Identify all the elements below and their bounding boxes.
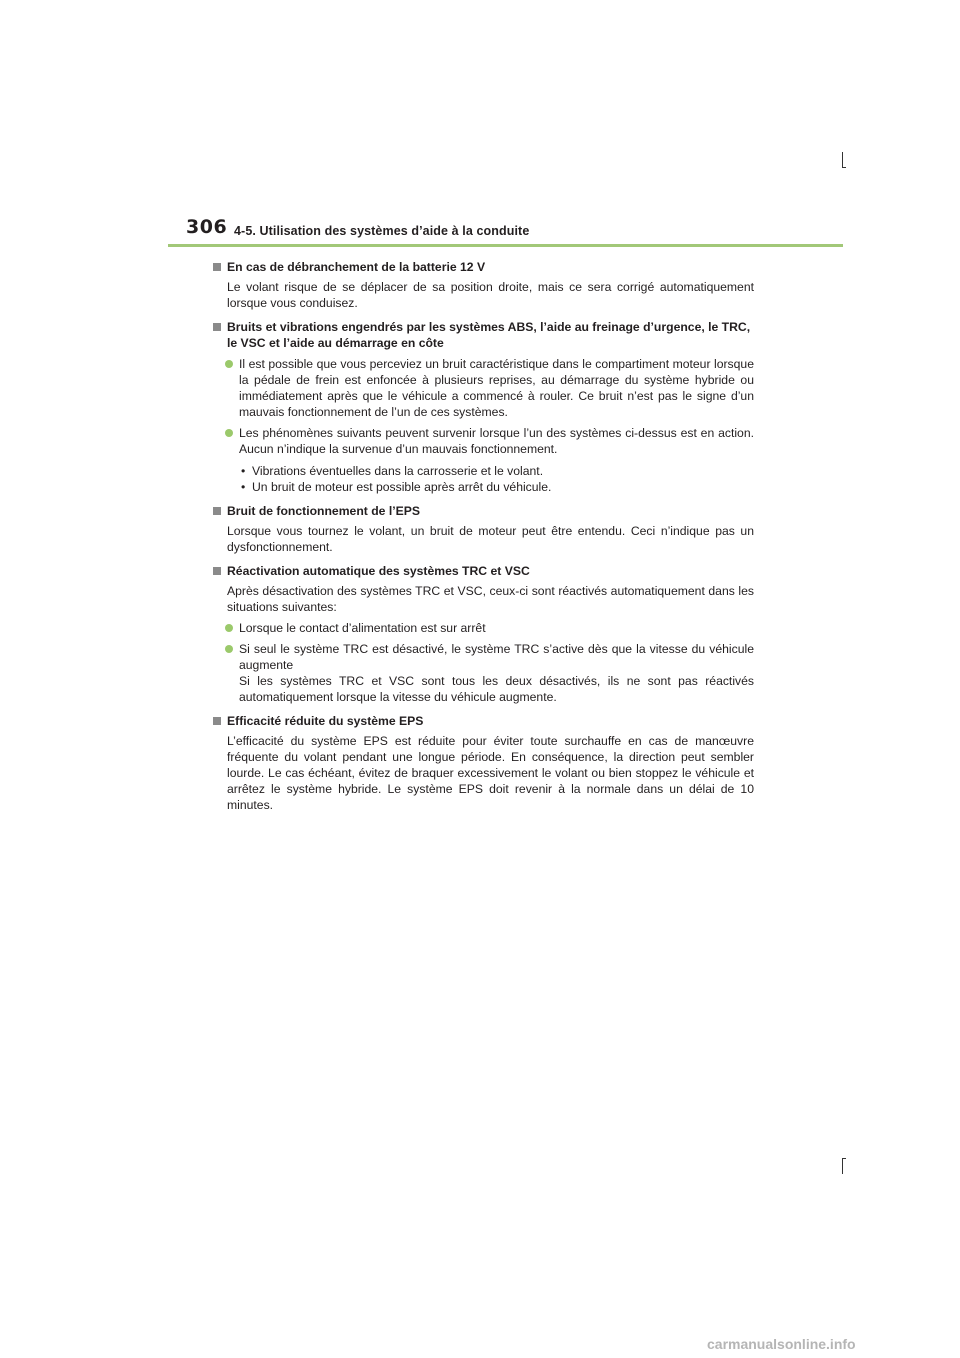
crop-mark-bottom xyxy=(842,1158,843,1174)
bullet-text: Les phénomènes suivants peuvent survenir lorsque l’un des systèmes ci-dessus est en action. Aucun n’indique la survenue d’un mauvais fonctionnement. xyxy=(239,426,754,456)
heading-text: Efficacité réduite du système EPS xyxy=(227,714,424,728)
bullet-dot-icon xyxy=(225,429,233,437)
middle-dot-icon: • xyxy=(241,464,246,478)
crop-mark-top xyxy=(842,152,843,168)
heading-text: Bruits et vibrations engendrés par les systèmes ABS, l’aide au freinage d’urgence, le TRC, le VSC et l’aide au démarrage en côte xyxy=(227,320,751,350)
heading-text: Réactivation automatique des systèmes TRC et VSC xyxy=(227,564,530,578)
section-heading xyxy=(212,259,754,275)
bullet-text: Il est possible que vous perceviez un bruit caractéristique dans le compartiment moteur lorsque la pédale de frein est enfoncée à plusieurs reprises, au démarrage du système hybride ou immédiatement après que le véhicule a commencé à rouler. Ce bruit n’est pas le signe d’un mauvais fonctionnement de l’un de ces systèmes. xyxy=(239,357,754,419)
heading-text: En cas de débranchement de la batterie 12 V xyxy=(227,260,486,274)
section-paragraph: Après désactivation des systèmes TRC et VSC, ceux-ci sont réactivés automatiquement dans les situations suivantes: xyxy=(227,584,754,614)
section-noise-vibration xyxy=(212,319,754,495)
heading-square-icon xyxy=(213,323,221,331)
bullet-item xyxy=(212,425,754,457)
watermark-text: carmanualsonline.info xyxy=(707,1336,856,1352)
sub-item-text: Un bruit de moteur est possible après arrêt du véhicule. xyxy=(252,480,552,494)
bullet-continuation-text: Si les systèmes TRC et VSC sont tous les deux désactivés, ils ne sont pas réactivés automatiquement lorsque la vitesse du véhicule augmente. xyxy=(239,674,754,704)
section-battery xyxy=(212,259,754,311)
section-paragraph: Lorsque vous tournez le volant, un bruit de moteur peut être entendu. Ceci n’indique pas un dysfonctionnement. xyxy=(227,524,754,554)
section-heading xyxy=(212,503,754,519)
bullet-text: Lorsque le contact d’alimentation est sur arrêt xyxy=(239,621,486,635)
heading-square-icon xyxy=(213,717,221,725)
middle-dot-icon: • xyxy=(241,480,246,494)
bullet-item xyxy=(212,641,754,705)
sub-item xyxy=(212,463,754,479)
heading-square-icon xyxy=(213,567,221,575)
section-eps-noise xyxy=(212,503,754,555)
section-title: 4-5. Utilisation des systèmes d’aide à la conduite xyxy=(234,224,530,238)
bullet-item xyxy=(212,620,754,636)
bullet-dot-icon xyxy=(225,624,233,632)
bullet-dot-icon xyxy=(225,645,233,653)
bullet-dot-icon xyxy=(225,360,233,368)
page-number: 306 xyxy=(186,216,228,238)
section-paragraph: L’efficacité du système EPS est réduite pour éviter toute surchauffe en cas de manœuvre fréquente du volant pendant une longue période. En conséquence, la direction peut sembler lourde. Le cas échéant, évitez de braquer excessivement le volant ou bien stoppez le véhicule et arrêtez le système hybride. Le système EPS doit revenir à la normale dans un délai de 10 minutes. xyxy=(227,734,754,812)
section-heading xyxy=(212,713,754,729)
section-trc-vsc-reactivation xyxy=(212,563,754,705)
page-content xyxy=(212,255,754,821)
heading-text: Bruit de fonctionnement de l’EPS xyxy=(227,504,420,518)
sub-item-text: Vibrations éventuelles dans la carrosserie et le volant. xyxy=(252,464,544,478)
section-heading xyxy=(212,319,754,351)
bullet-text: Si seul le système TRC est désactivé, le système TRC s’active dès que la vitesse du véhicule augmente xyxy=(239,642,754,672)
heading-square-icon xyxy=(213,507,221,515)
section-eps-reduced xyxy=(212,713,754,813)
sub-item xyxy=(212,479,754,495)
bullet-item xyxy=(212,356,754,420)
header-rule xyxy=(168,244,843,247)
section-paragraph: Le volant risque de se déplacer de sa position droite, mais ce sera corrigé automatiquement lorsque vous conduisez. xyxy=(227,280,754,310)
section-heading xyxy=(212,563,754,579)
heading-square-icon xyxy=(213,263,221,271)
